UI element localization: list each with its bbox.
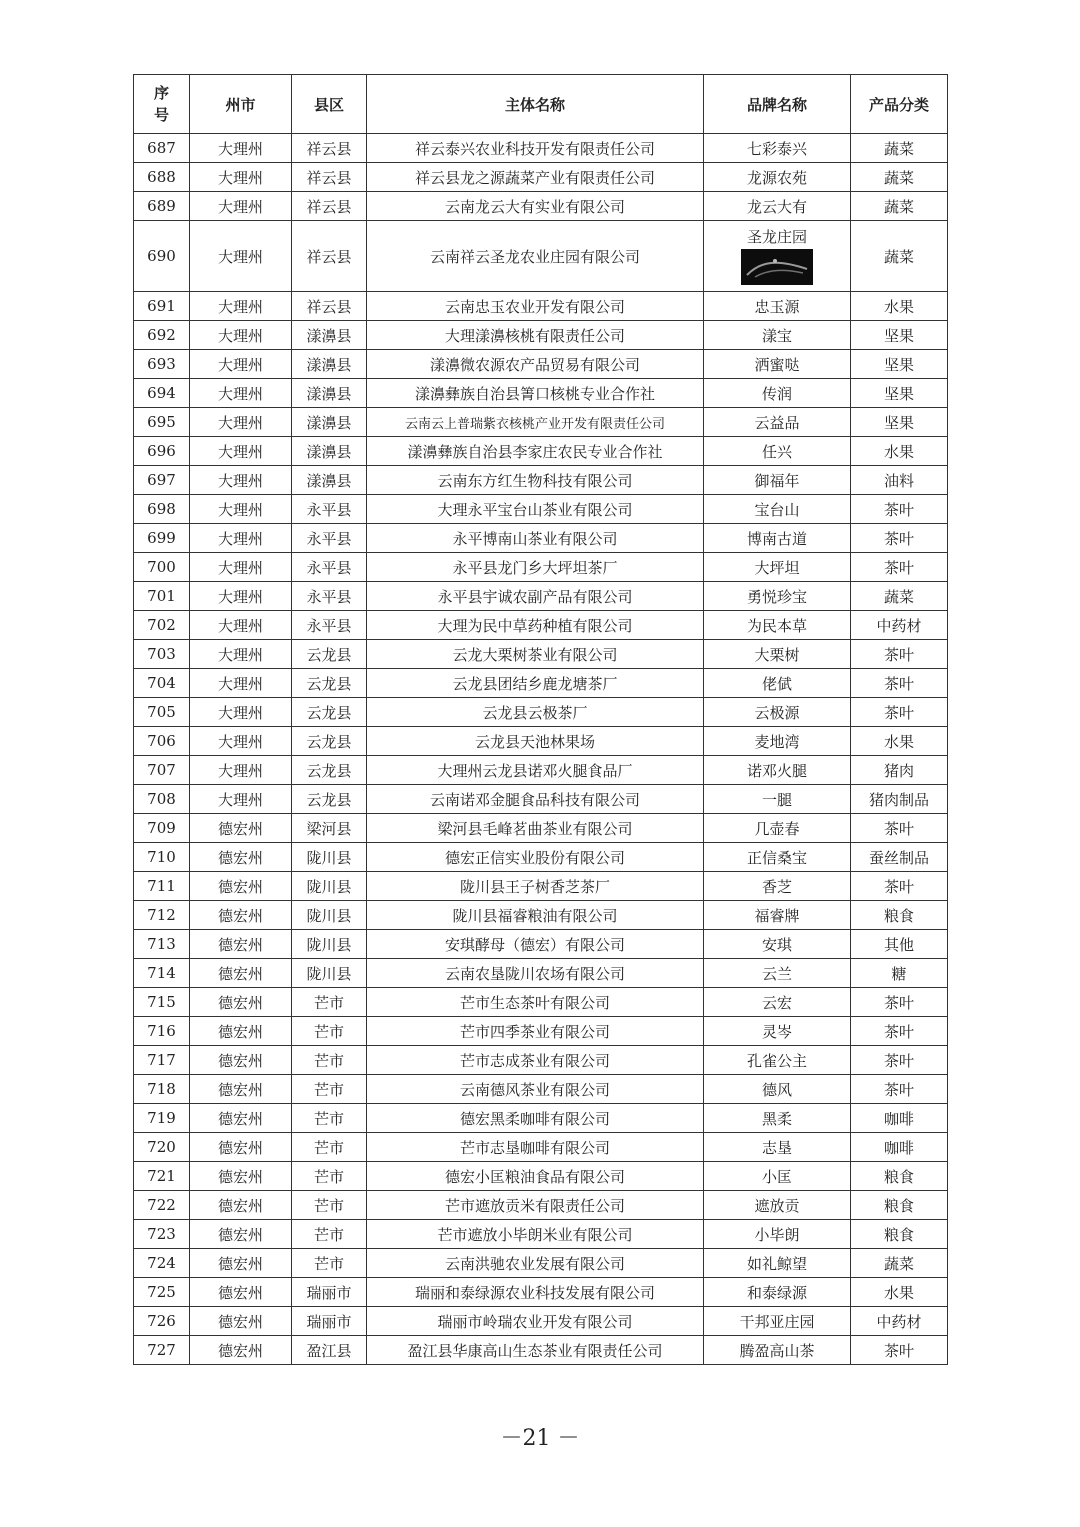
cell-category: 粮食 — [851, 1191, 948, 1220]
cell-seq: 698 — [134, 495, 190, 524]
cell-county: 漾濞县 — [292, 350, 367, 379]
cell-city: 德宏州 — [190, 843, 292, 872]
cell-brand — [704, 221, 851, 292]
cell-entity: 芒市遮放小毕朗米业有限公司 — [367, 1220, 704, 1249]
header-county: 县区 — [292, 75, 367, 134]
cell-entity: 漾濞彝族自治县李家庄农民专业合作社 — [367, 437, 704, 466]
cell-city: 大理州 — [190, 698, 292, 727]
cell-entity: 大理永平宝台山茶业有限公司 — [367, 495, 704, 524]
cell-seq: 697 — [134, 466, 190, 495]
cell-county: 瑞丽市 — [292, 1278, 367, 1307]
cell-brand: 孔雀公主 — [704, 1046, 851, 1075]
cell-category: 坚果 — [851, 379, 948, 408]
cell-county: 云龙县 — [292, 727, 367, 756]
table-row — [134, 466, 948, 495]
cell-city: 大理州 — [190, 192, 292, 221]
cell-brand: 御福年 — [704, 466, 851, 495]
cell-seq: 688 — [134, 163, 190, 192]
cell-category: 坚果 — [851, 408, 948, 437]
cell-category: 茶叶 — [851, 988, 948, 1017]
cell-seq: 700 — [134, 553, 190, 582]
cell-county: 陇川县 — [292, 930, 367, 959]
header-entity: 主体名称 — [367, 75, 704, 134]
cell-brand: 云益品 — [704, 408, 851, 437]
table-row — [134, 192, 948, 221]
cell-entity: 云南东方红生物科技有限公司 — [367, 466, 704, 495]
cell-city: 德宏州 — [190, 1191, 292, 1220]
cell-city: 大理州 — [190, 379, 292, 408]
table-row — [134, 669, 948, 698]
cell-county: 芒市 — [292, 1191, 367, 1220]
cell-city: 大理州 — [190, 437, 292, 466]
table-row — [134, 814, 948, 843]
cell-city: 大理州 — [190, 163, 292, 192]
cell-seq: 689 — [134, 192, 190, 221]
table-row — [134, 1133, 948, 1162]
table-row — [134, 582, 948, 611]
cell-seq: 704 — [134, 669, 190, 698]
cell-brand: 博南古道 — [704, 524, 851, 553]
table-row — [134, 872, 948, 901]
table-row — [134, 408, 948, 437]
cell-county: 云龙县 — [292, 698, 367, 727]
cell-brand: 和泰绿源 — [704, 1278, 851, 1307]
cell-county: 云龙县 — [292, 785, 367, 814]
cell-city: 大理州 — [190, 350, 292, 379]
cell-brand: 小毕朗 — [704, 1220, 851, 1249]
table-row — [134, 134, 948, 163]
cell-entity: 云龙县团结乡鹿龙塘茶厂 — [367, 669, 704, 698]
cell-city: 大理州 — [190, 669, 292, 698]
cell-brand: 宝台山 — [704, 495, 851, 524]
cell-entity: 云龙大栗树茶业有限公司 — [367, 640, 704, 669]
cell-seq: 708 — [134, 785, 190, 814]
cell-brand: 七彩泰兴 — [704, 134, 851, 163]
cell-city: 德宏州 — [190, 988, 292, 1017]
cell-seq: 717 — [134, 1046, 190, 1075]
cell-city: 德宏州 — [190, 1133, 292, 1162]
cell-seq: 714 — [134, 959, 190, 988]
cell-brand: 灵岑 — [704, 1017, 851, 1046]
cell-category: 茶叶 — [851, 814, 948, 843]
cell-brand: 龙云大有 — [704, 192, 851, 221]
cell-city: 大理州 — [190, 408, 292, 437]
table-body — [134, 134, 948, 1365]
cell-city: 德宏州 — [190, 1220, 292, 1249]
cell-city: 大理州 — [190, 221, 292, 292]
cell-entity: 云南德风茶业有限公司 — [367, 1075, 704, 1104]
cell-county: 芒市 — [292, 1220, 367, 1249]
cell-city: 大理州 — [190, 292, 292, 321]
cell-entity: 大理漾濞核桃有限责任公司 — [367, 321, 704, 350]
cell-brand: 德风 — [704, 1075, 851, 1104]
cell-entity: 瑞丽和泰绿源农业科技发展有限公司 — [367, 1278, 704, 1307]
cell-county: 瑞丽市 — [292, 1307, 367, 1336]
table-row — [134, 524, 948, 553]
cell-city: 德宏州 — [190, 1046, 292, 1075]
cell-brand: 腾盈高山茶 — [704, 1336, 851, 1365]
cell-seq: 712 — [134, 901, 190, 930]
brand-logo-image — [741, 249, 813, 285]
cell-category: 茶叶 — [851, 1017, 948, 1046]
cell-seq: 709 — [134, 814, 190, 843]
cell-city: 德宏州 — [190, 959, 292, 988]
cell-entity: 云南云上普瑞紫衣核桃产业开发有限责任公司 — [367, 408, 704, 437]
cell-category: 猪肉制品 — [851, 785, 948, 814]
cell-brand: 大栗树 — [704, 640, 851, 669]
cell-seq: 710 — [134, 843, 190, 872]
cell-city: 大理州 — [190, 524, 292, 553]
cell-county: 芒市 — [292, 1249, 367, 1278]
cell-category: 咖啡 — [851, 1133, 948, 1162]
cell-seq: 696 — [134, 437, 190, 466]
cell-county: 陇川县 — [292, 872, 367, 901]
cell-seq: 724 — [134, 1249, 190, 1278]
cell-category: 坚果 — [851, 350, 948, 379]
cell-brand: 任兴 — [704, 437, 851, 466]
cell-brand: 勇悦珍宝 — [704, 582, 851, 611]
cell-county: 盈江县 — [292, 1336, 367, 1365]
cell-seq: 725 — [134, 1278, 190, 1307]
cell-seq: 726 — [134, 1307, 190, 1336]
cell-category: 猪肉 — [851, 756, 948, 785]
cell-category: 粮食 — [851, 901, 948, 930]
cell-entity: 云南农垦陇川农场有限公司 — [367, 959, 704, 988]
cell-city: 德宏州 — [190, 1162, 292, 1191]
cell-county: 永平县 — [292, 495, 367, 524]
cell-seq: 701 — [134, 582, 190, 611]
cell-brand: 云宏 — [704, 988, 851, 1017]
cell-entity: 云南龙云大有实业有限公司 — [367, 192, 704, 221]
cell-brand: 香芝 — [704, 872, 851, 901]
cell-county: 芒市 — [292, 988, 367, 1017]
table-row — [134, 640, 948, 669]
cell-brand: 云极源 — [704, 698, 851, 727]
cell-city: 大理州 — [190, 553, 292, 582]
table-row — [134, 698, 948, 727]
header-seq: 序号 — [134, 75, 190, 134]
cell-entity: 芒市遮放贡米有限责任公司 — [367, 1191, 704, 1220]
cell-seq: 727 — [134, 1336, 190, 1365]
table-row — [134, 379, 948, 408]
cell-category: 粮食 — [851, 1162, 948, 1191]
table-row — [134, 1220, 948, 1249]
cell-entity: 祥云泰兴农业科技开发有限责任公司 — [367, 134, 704, 163]
header-brand: 品牌名称 — [704, 75, 851, 134]
cell-entity: 陇川县王子树香芝茶厂 — [367, 872, 704, 901]
table-row — [134, 1104, 948, 1133]
header-category: 产品分类 — [851, 75, 948, 134]
cell-seq: 715 — [134, 988, 190, 1017]
cell-brand: 志垦 — [704, 1133, 851, 1162]
cell-brand: 佬倵 — [704, 669, 851, 698]
cell-county: 漾濞县 — [292, 437, 367, 466]
cell-entity: 芒市四季茶业有限公司 — [367, 1017, 704, 1046]
cell-city: 德宏州 — [190, 930, 292, 959]
cell-brand: 小匡 — [704, 1162, 851, 1191]
cell-entity: 漾濞微农源农产品贸易有限公司 — [367, 350, 704, 379]
cell-entity: 盈江县华康高山生态茶业有限责任公司 — [367, 1336, 704, 1365]
cell-entity: 云南洪驰农业发展有限公司 — [367, 1249, 704, 1278]
cell-county: 芒市 — [292, 1046, 367, 1075]
cell-county: 永平县 — [292, 553, 367, 582]
cell-seq: 707 — [134, 756, 190, 785]
cell-category: 蔬菜 — [851, 221, 948, 292]
cell-category: 茶叶 — [851, 1046, 948, 1075]
cell-category: 水果 — [851, 1278, 948, 1307]
cell-seq: 687 — [134, 134, 190, 163]
cell-city: 德宏州 — [190, 1249, 292, 1278]
table-header-row — [134, 75, 948, 134]
table-row — [134, 959, 948, 988]
table-row — [134, 1278, 948, 1307]
cell-category: 水果 — [851, 292, 948, 321]
cell-category: 蔬菜 — [851, 192, 948, 221]
cell-county: 漾濞县 — [292, 321, 367, 350]
table-row — [134, 1336, 948, 1365]
cell-city: 德宏州 — [190, 872, 292, 901]
cell-entity: 芒市志成茶业有限公司 — [367, 1046, 704, 1075]
cell-city: 德宏州 — [190, 1336, 292, 1365]
table-row — [134, 843, 948, 872]
cell-entity: 永平博南山茶业有限公司 — [367, 524, 704, 553]
cell-brand: 如礼鲸望 — [704, 1249, 851, 1278]
cell-seq: 703 — [134, 640, 190, 669]
cell-seq: 713 — [134, 930, 190, 959]
cell-category: 油料 — [851, 466, 948, 495]
cell-city: 德宏州 — [190, 1278, 292, 1307]
cell-city: 德宏州 — [190, 901, 292, 930]
table-row — [134, 221, 948, 292]
cell-city: 大理州 — [190, 134, 292, 163]
cell-seq: 722 — [134, 1191, 190, 1220]
cell-county: 漾濞县 — [292, 466, 367, 495]
cell-category: 茶叶 — [851, 640, 948, 669]
cell-brand: 黑柔 — [704, 1104, 851, 1133]
table-row — [134, 785, 948, 814]
cell-seq: 719 — [134, 1104, 190, 1133]
cell-category: 中药材 — [851, 611, 948, 640]
cell-entity: 祥云县龙之源蔬菜产业有限责任公司 — [367, 163, 704, 192]
cell-city: 德宏州 — [190, 1017, 292, 1046]
cell-category: 茶叶 — [851, 872, 948, 901]
cell-seq: 691 — [134, 292, 190, 321]
table-row — [134, 163, 948, 192]
cell-brand: 洒蜜哒 — [704, 350, 851, 379]
cell-category: 蔬菜 — [851, 1249, 948, 1278]
cell-seq: 693 — [134, 350, 190, 379]
cell-city: 大理州 — [190, 495, 292, 524]
cell-brand: 正信桑宝 — [704, 843, 851, 872]
cell-seq: 695 — [134, 408, 190, 437]
cell-city: 德宏州 — [190, 814, 292, 843]
cell-seq: 721 — [134, 1162, 190, 1191]
cell-county: 芒市 — [292, 1017, 367, 1046]
cell-category: 蔬菜 — [851, 134, 948, 163]
table-row — [134, 1191, 948, 1220]
cell-brand: 一腿 — [704, 785, 851, 814]
cell-category: 其他 — [851, 930, 948, 959]
cell-entity: 永平县龙门乡大坪坦茶厂 — [367, 553, 704, 582]
cell-county: 永平县 — [292, 582, 367, 611]
cell-county: 祥云县 — [292, 192, 367, 221]
cell-entity: 陇川县福睿粮油有限公司 — [367, 901, 704, 930]
cell-county: 云龙县 — [292, 756, 367, 785]
cell-entity: 漾濞彝族自治县箐口核桃专业合作社 — [367, 379, 704, 408]
cell-entity: 云南忠玉农业开发有限公司 — [367, 292, 704, 321]
cell-county: 芒市 — [292, 1133, 367, 1162]
cell-seq: 711 — [134, 872, 190, 901]
cell-county: 芒市 — [292, 1162, 367, 1191]
cell-city: 德宏州 — [190, 1307, 292, 1336]
cell-city: 大理州 — [190, 756, 292, 785]
cell-brand: 几壶春 — [704, 814, 851, 843]
brand-name-text: 圣龙庄园 — [746, 228, 807, 246]
table-row — [134, 350, 948, 379]
table-row — [134, 437, 948, 466]
cell-category: 茶叶 — [851, 1075, 948, 1104]
cell-city: 大理州 — [190, 582, 292, 611]
table-row — [134, 553, 948, 582]
header-city: 州市 — [190, 75, 292, 134]
cell-category: 茶叶 — [851, 698, 948, 727]
table-row — [134, 1249, 948, 1278]
table-row — [134, 901, 948, 930]
table-row — [134, 930, 948, 959]
cell-entity: 德宏正信实业股份有限公司 — [367, 843, 704, 872]
table-row — [134, 495, 948, 524]
cell-city: 大理州 — [190, 611, 292, 640]
cell-entity: 瑞丽市岭瑞农业开发有限公司 — [367, 1307, 704, 1336]
table-row — [134, 1046, 948, 1075]
cell-brand: 麦地湾 — [704, 727, 851, 756]
cell-seq: 702 — [134, 611, 190, 640]
cell-category: 茶叶 — [851, 553, 948, 582]
cell-brand: 遮放贡 — [704, 1191, 851, 1220]
cell-county: 祥云县 — [292, 221, 367, 292]
cell-category: 粮食 — [851, 1220, 948, 1249]
cell-brand: 诺邓火腿 — [704, 756, 851, 785]
cell-category: 糖 — [851, 959, 948, 988]
table-row — [134, 321, 948, 350]
cell-category: 茶叶 — [851, 524, 948, 553]
cell-county: 祥云县 — [292, 292, 367, 321]
cell-county: 芒市 — [292, 1075, 367, 1104]
cell-county: 祥云县 — [292, 163, 367, 192]
cell-category: 蔬菜 — [851, 163, 948, 192]
cell-category: 茶叶 — [851, 669, 948, 698]
cell-brand: 安琪 — [704, 930, 851, 959]
cell-seq: 694 — [134, 379, 190, 408]
cell-brand: 干邦亚庄园 — [704, 1307, 851, 1336]
cell-seq: 705 — [134, 698, 190, 727]
cell-brand: 漾宝 — [704, 321, 851, 350]
cell-entity: 大理州云龙县诺邓火腿食品厂 — [367, 756, 704, 785]
cell-city: 大理州 — [190, 727, 292, 756]
cell-city: 大理州 — [190, 466, 292, 495]
cell-entity: 德宏小匡粮油食品有限公司 — [367, 1162, 704, 1191]
cell-seq: 706 — [134, 727, 190, 756]
cell-category: 蔬菜 — [851, 582, 948, 611]
cell-category: 蚕丝制品 — [851, 843, 948, 872]
cell-county: 永平县 — [292, 524, 367, 553]
cell-seq: 716 — [134, 1017, 190, 1046]
table-row — [134, 292, 948, 321]
cell-seq: 718 — [134, 1075, 190, 1104]
cell-brand: 福睿牌 — [704, 901, 851, 930]
cell-county: 梁河县 — [292, 814, 367, 843]
table-row — [134, 727, 948, 756]
cell-county: 祥云县 — [292, 134, 367, 163]
cell-seq: 690 — [134, 221, 190, 292]
cell-entity: 德宏黑柔咖啡有限公司 — [367, 1104, 704, 1133]
cell-city: 大理州 — [190, 640, 292, 669]
cell-county: 陇川县 — [292, 901, 367, 930]
cell-entity: 云南祥云圣龙农业庄园有限公司 — [367, 221, 704, 292]
cell-seq: 692 — [134, 321, 190, 350]
cell-seq: 723 — [134, 1220, 190, 1249]
cell-county: 陇川县 — [292, 959, 367, 988]
cell-entity: 安琪酵母（德宏）有限公司 — [367, 930, 704, 959]
cell-county: 陇川县 — [292, 843, 367, 872]
cell-category: 茶叶 — [851, 1336, 948, 1365]
page-number: －21 － — [500, 1426, 580, 1451]
cell-seq: 720 — [134, 1133, 190, 1162]
cell-category: 坚果 — [851, 321, 948, 350]
cell-brand: 大坪坦 — [704, 553, 851, 582]
table-row — [134, 1162, 948, 1191]
cell-entity: 梁河县毛峰茗曲茶业有限公司 — [367, 814, 704, 843]
cell-county: 云龙县 — [292, 640, 367, 669]
cell-city: 大理州 — [190, 785, 292, 814]
table-row — [134, 1017, 948, 1046]
brand-table — [133, 74, 948, 1365]
cell-entity: 芒市志垦咖啡有限公司 — [367, 1133, 704, 1162]
cell-category: 咖啡 — [851, 1104, 948, 1133]
cell-county: 永平县 — [292, 611, 367, 640]
table-row — [134, 1307, 948, 1336]
cell-category: 茶叶 — [851, 495, 948, 524]
table-row — [134, 1075, 948, 1104]
cell-entity: 大理为民中草药种植有限公司 — [367, 611, 704, 640]
cell-entity: 云南诺邓金腿食品科技有限公司 — [367, 785, 704, 814]
cell-entity: 永平县宇诚农副产品有限公司 — [367, 582, 704, 611]
cell-entity: 芒市生态茶叶有限公司 — [367, 988, 704, 1017]
cell-city: 德宏州 — [190, 1104, 292, 1133]
table-row — [134, 611, 948, 640]
cell-category: 中药材 — [851, 1307, 948, 1336]
cell-county: 云龙县 — [292, 669, 367, 698]
cell-seq: 699 — [134, 524, 190, 553]
cell-entity: 云龙县天池林果场 — [367, 727, 704, 756]
cell-brand: 忠玉源 — [704, 292, 851, 321]
cell-county: 芒市 — [292, 1104, 367, 1133]
cell-category: 水果 — [851, 727, 948, 756]
table-row — [134, 756, 948, 785]
cell-city: 德宏州 — [190, 1075, 292, 1104]
cell-county: 漾濞县 — [292, 379, 367, 408]
cell-entity: 云龙县云极茶厂 — [367, 698, 704, 727]
cell-category: 水果 — [851, 437, 948, 466]
table-row — [134, 988, 948, 1017]
cell-county: 漾濞县 — [292, 408, 367, 437]
cell-brand: 云兰 — [704, 959, 851, 988]
cell-brand: 为民本草 — [704, 611, 851, 640]
cell-brand: 传润 — [704, 379, 851, 408]
cell-city: 大理州 — [190, 321, 292, 350]
cell-brand: 龙源农苑 — [704, 163, 851, 192]
